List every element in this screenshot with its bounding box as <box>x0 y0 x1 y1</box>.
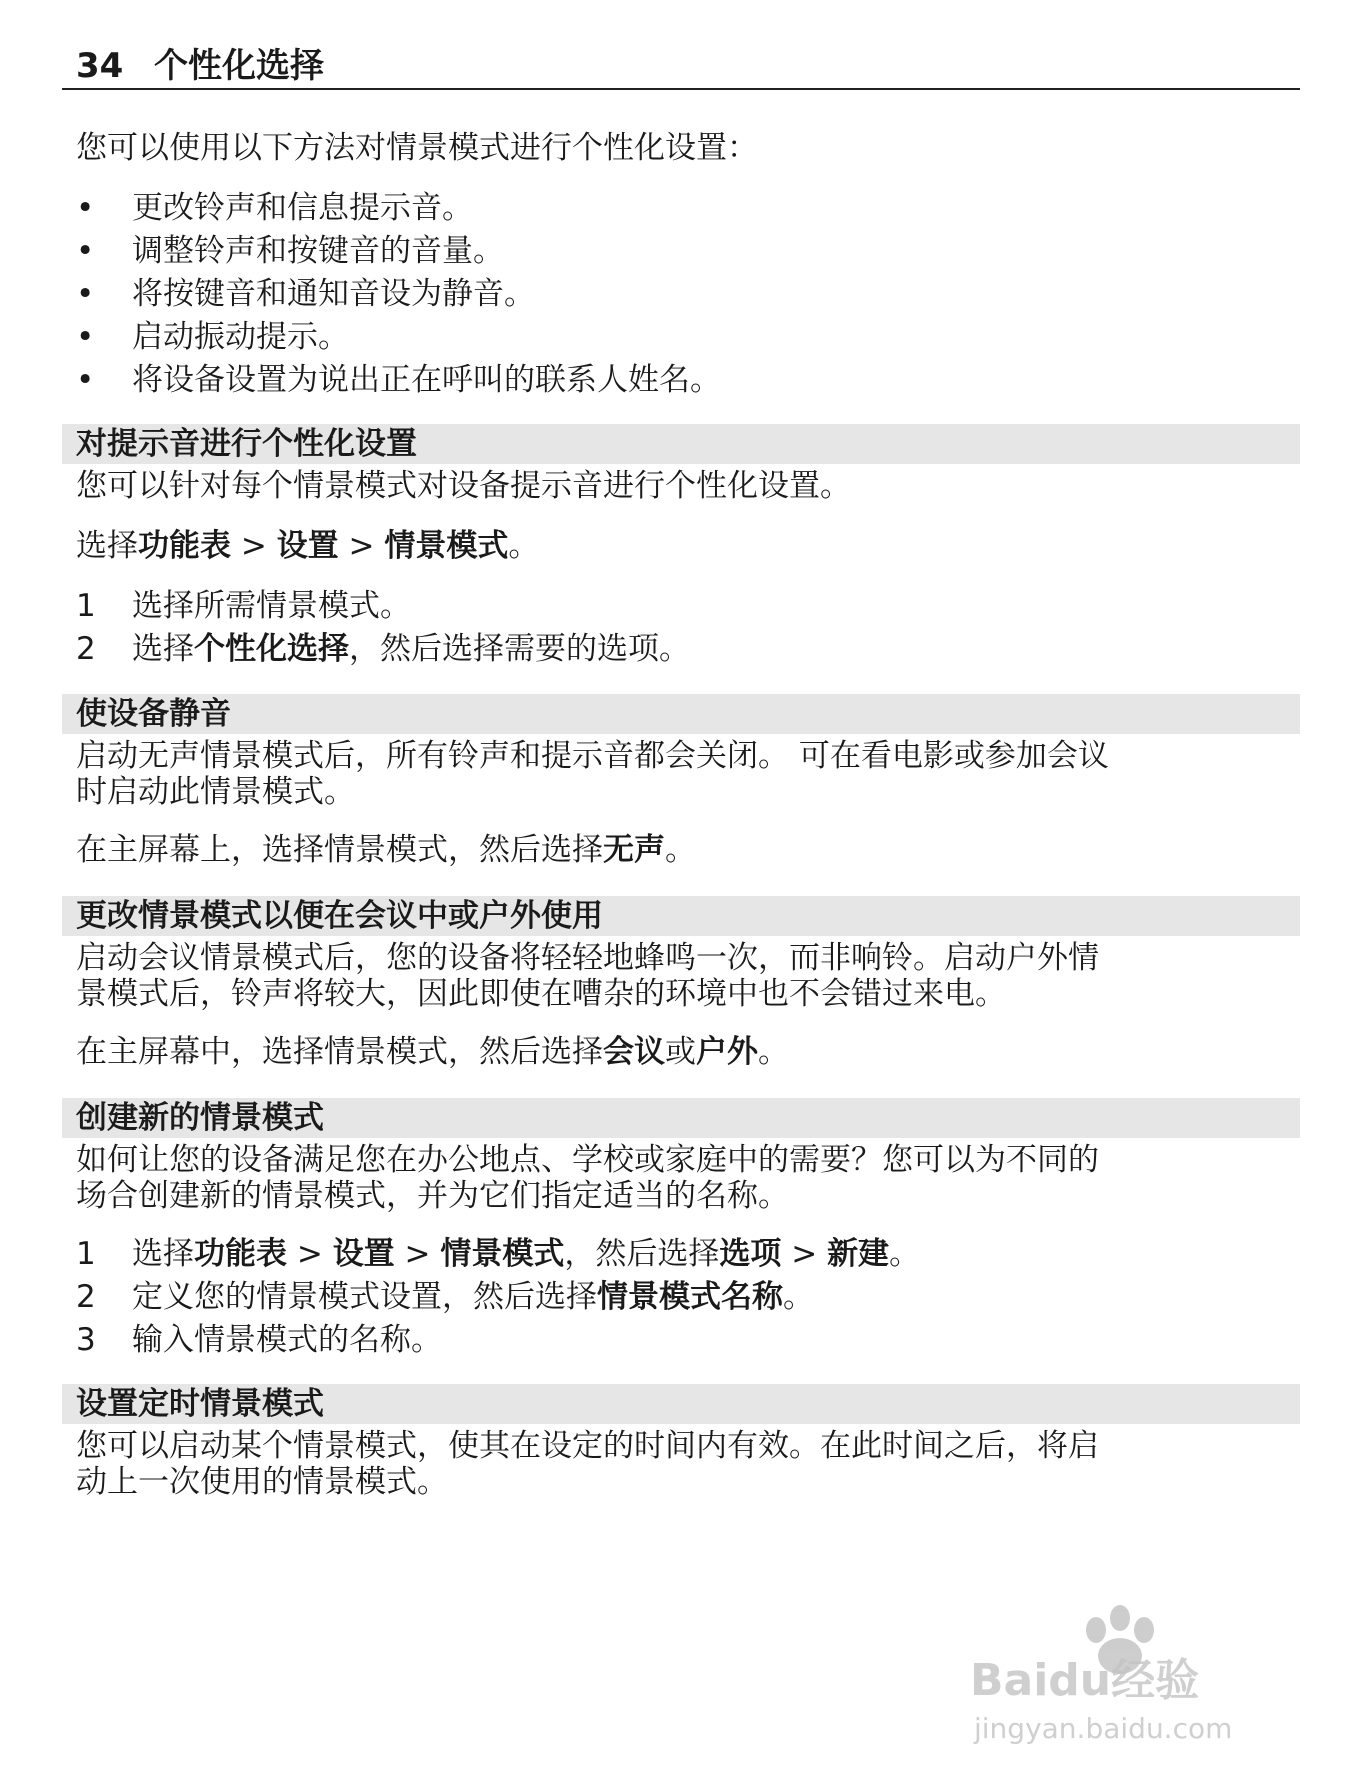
section-heading: 创建新的情景模式 <box>62 1098 1300 1138</box>
section-body: 如何让您的设备满足您在办公地点、学校或家庭中的需要？您可以为不同的 <box>76 1142 1099 1178</box>
page-header <box>62 42 1300 90</box>
section-body: 启动无声情景模式后，所有铃声和提示音都会关闭。 可在看电影或参加会议 <box>76 738 1109 774</box>
document-page: 34 个性化选择 您可以使用以下方法对情景模式进行个性化设置： • 更改铃声和信息提示音。 • 调整铃声和按键音的音量。 • 将按键音和通知音设为静音。 • 启动振动提示。 • 将设备设置为说出正在呼叫的联系人姓名。 对提示音进行个性化设置 您可以针对每个情景模式对设备提示音进行个性化设置。 选择功能表 > 设置 > 情景模式。 1 选择所需情景模式。 2 选择个性化选择，然后选择需要的选项。 使设备静音 启动无声情景模式后，所有铃声和提示音都会关闭。 可在看电影或参加会议 时启动此情景模式。 在主屏幕上，选择情景模式，然后选择无声。 更改情景模式以便在会议中或户外使用 启动会议情景模式后，您的设备将轻轻地蜂鸣一次，而非响铃。启动户外情 景模式后，铃声将较大，因此即使在嘈杂的环境中也不会错过来电。 在主屏幕中，选择情景模式，然后选择会议或户外。 创建新的情景模式 如何让您的设备满足您在办公地点、学校或家庭中的需要？您可以为不同的 场合创建新的情景模式，并为它们指定适当的名称。 1 选择功能表 > 设置 > 情景模式，然后选择选项 > 新建。 2 定义您的情景模式设置，然后选择情景模式名称。 3 输入情景模式的名称。 设置定时情景模式 您可以启动某个情景模式，使其在设定的时间内有效。在此时间之后，将启 动上一次使用的情景模式。 Baidu经验 jingyan.baidu.com <box>0 0 1360 1792</box>
step-number: 3 <box>76 1322 96 1358</box>
menu-path: 选择功能表 > 设置 > 情景模式。 <box>76 528 540 564</box>
section-body: 您可以启动某个情景模式，使其在设定的时间内有效。在此时间之后，将启 <box>76 1428 1099 1464</box>
bullet-mark: • <box>76 190 95 226</box>
section-body: 场合创建新的情景模式，并为它们指定适当的名称。 <box>76 1178 789 1214</box>
section-body: 启动会议情景模式后，您的设备将轻轻地蜂鸣一次，而非响铃。启动户外情 <box>76 940 1099 976</box>
step-number: 1 <box>76 588 96 624</box>
watermark-brand: Baidu经验 <box>970 1655 1200 1706</box>
bullet-mark: • <box>76 233 95 269</box>
page-number: 34 <box>76 46 124 86</box>
section-body: 您可以针对每个情景模式对设备提示音进行个性化设置。 <box>76 468 851 504</box>
bullet-mark: • <box>76 362 95 398</box>
chapter-title: 个性化选择 <box>154 46 324 86</box>
bullet-mark: • <box>76 276 95 312</box>
section-body: 动上一次使用的情景模式。 <box>76 1464 448 1500</box>
instruction: 在主屏幕中，选择情景模式，然后选择会议或户外。 <box>76 1034 789 1070</box>
section-body: 景模式后，铃声将较大，因此即使在嘈杂的环境中也不会错过来电。 <box>76 976 1006 1012</box>
bullet-mark: • <box>76 319 95 355</box>
step-number: 1 <box>76 1236 96 1272</box>
step-number: 2 <box>76 1279 96 1315</box>
section-heading: 使设备静音 <box>62 694 1300 734</box>
section-heading: 更改情景模式以便在会议中或户外使用 <box>62 896 1300 936</box>
section-heading: 设置定时情景模式 <box>62 1384 1300 1424</box>
watermark-url: jingyan.baidu.com <box>974 1712 1233 1745</box>
section-body: 时启动此情景模式。 <box>76 774 355 810</box>
instruction: 在主屏幕上，选择情景模式，然后选择无声。 <box>76 832 696 868</box>
intro-lead: 您可以使用以下方法对情景模式进行个性化设置： <box>76 130 758 166</box>
section-heading: 对提示音进行个性化设置 <box>62 424 1300 464</box>
watermark-logo <box>960 1600 1290 1750</box>
step-number: 2 <box>76 631 96 667</box>
